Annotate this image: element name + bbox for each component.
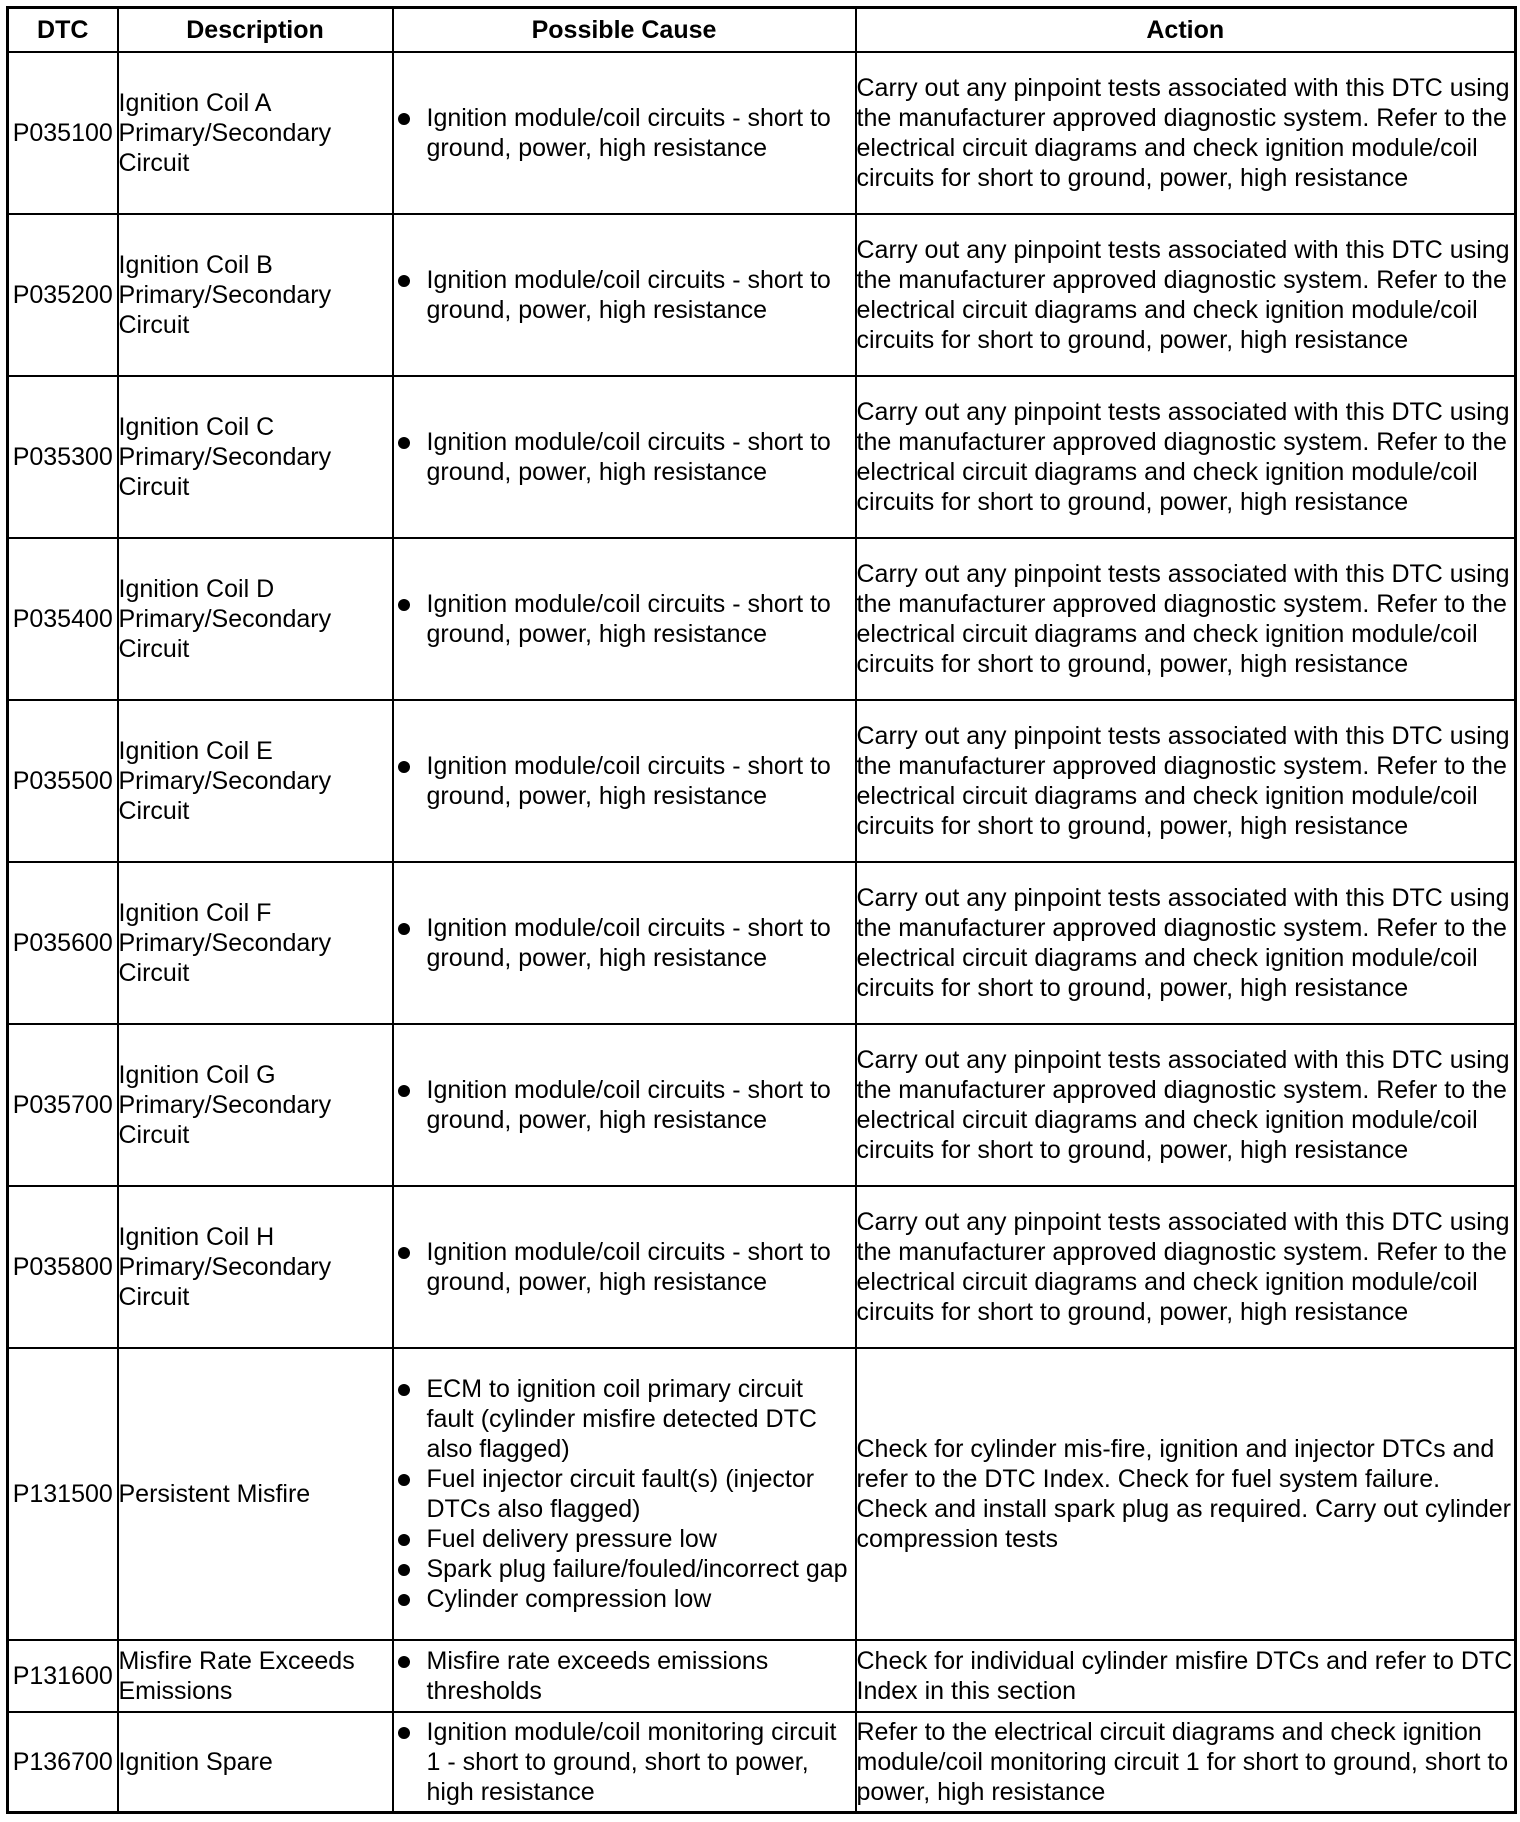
dtc-code: P035100 xyxy=(8,52,118,214)
dtc-code: P035800 xyxy=(8,1186,118,1348)
cause-list xyxy=(394,103,855,163)
table-header xyxy=(8,8,1516,53)
header-action: Action xyxy=(856,8,1516,53)
dtc-code: P035400 xyxy=(8,538,118,700)
dtc-description: Ignition Coil D Primary/Secondary Circuit xyxy=(118,538,393,700)
cause-item xyxy=(394,1554,855,1584)
bullet-icon xyxy=(398,1247,410,1259)
possible-cause-cell xyxy=(393,1024,856,1186)
possible-cause-cell xyxy=(393,376,856,538)
dtc-description: Ignition Coil F Primary/Secondary Circuit xyxy=(118,862,393,1024)
cause-item xyxy=(394,265,855,325)
table-row xyxy=(8,1348,1516,1640)
possible-cause-cell xyxy=(393,1348,856,1640)
header-row xyxy=(8,8,1516,53)
cause-item xyxy=(394,427,855,487)
cause-list xyxy=(394,427,855,487)
action-text: Check for cylinder mis-fire, ignition and injector DTCs and refer to the DTC Index. Check for fuel system failure. Check and install spark plug as required. Carry out cylinder compression tests xyxy=(856,1348,1516,1640)
table-row xyxy=(8,1024,1516,1186)
possible-cause-cell xyxy=(393,1712,856,1812)
cause-text: Ignition module/coil circuits - short to ground, power, high resistance xyxy=(426,1238,831,1297)
cause-text: Ignition module/coil circuits - short to ground, power, high resistance xyxy=(426,590,831,649)
dtc-code: P136700 xyxy=(8,1712,118,1812)
table-row xyxy=(8,700,1516,862)
action-text: Carry out any pinpoint tests associated with this DTC using the manufacturer approved diagnostic system. Refer to the electrical circuit diagrams and check ignition module/coil circuits for short to ground, power, high resistance xyxy=(856,52,1516,214)
bullet-icon xyxy=(398,923,410,935)
dtc-description: Ignition Coil C Primary/Secondary Circuit xyxy=(118,376,393,538)
cause-list xyxy=(394,1374,855,1614)
cause-list xyxy=(394,1646,855,1706)
possible-cause-cell xyxy=(393,52,856,214)
possible-cause-cell xyxy=(393,1640,856,1712)
dtc-description: Misfire Rate Exceeds Emissions xyxy=(118,1640,393,1712)
bullet-icon xyxy=(398,1384,410,1396)
possible-cause-cell xyxy=(393,1186,856,1348)
dtc-table xyxy=(6,6,1517,1814)
table-row xyxy=(8,538,1516,700)
cause-item xyxy=(394,1584,855,1614)
dtc-description: Persistent Misfire xyxy=(118,1348,393,1640)
cause-text: Ignition module/coil circuits - short to ground, power, high resistance xyxy=(426,1076,831,1135)
table-row xyxy=(8,376,1516,538)
table-row xyxy=(8,1640,1516,1712)
bullet-icon xyxy=(398,1727,410,1739)
cause-item xyxy=(394,589,855,649)
cause-text: Ignition module/coil circuits - short to ground, power, high resistance xyxy=(426,428,831,487)
dtc-description: Ignition Coil A Primary/Secondary Circuit xyxy=(118,52,393,214)
action-text: Check for individual cylinder misfire DTCs and refer to DTC Index in this section xyxy=(856,1640,1516,1712)
dtc-description: Ignition Spare xyxy=(118,1712,393,1812)
cause-item xyxy=(394,751,855,811)
dtc-code: P035700 xyxy=(8,1024,118,1186)
cause-text: ECM to ignition coil primary circuit fault (cylinder misfire detected DTC also flagged) xyxy=(426,1375,817,1464)
cause-list xyxy=(394,265,855,325)
cause-list xyxy=(394,1237,855,1297)
cause-list xyxy=(394,1075,855,1135)
cause-text: Misfire rate exceeds emissions thresholds xyxy=(426,1647,769,1706)
bullet-icon xyxy=(398,1594,410,1606)
cause-list xyxy=(394,589,855,649)
cause-item xyxy=(394,1646,855,1706)
bullet-icon xyxy=(398,1085,410,1097)
dtc-code: P035600 xyxy=(8,862,118,1024)
action-text: Refer to the electrical circuit diagrams and check ignition module/coil monitoring circuit 1 for short to ground, short to power, high resistance xyxy=(856,1712,1516,1812)
cause-item xyxy=(394,103,855,163)
cause-text: Ignition module/coil circuits - short to ground, power, high resistance xyxy=(426,914,831,973)
table-row xyxy=(8,862,1516,1024)
header-possible-cause: Possible Cause xyxy=(393,8,856,53)
dtc-code: P131500 xyxy=(8,1348,118,1640)
cause-text: Cylinder compression low xyxy=(426,1585,712,1614)
dtc-code: P035200 xyxy=(8,214,118,376)
cause-text: Ignition module/coil circuits - short to ground, power, high resistance xyxy=(426,266,831,325)
cause-item xyxy=(394,1374,855,1464)
action-text: Carry out any pinpoint tests associated with this DTC using the manufacturer approved diagnostic system. Refer to the electrical circuit diagrams and check ignition module/coil circuits for short to ground, power, high resistance xyxy=(856,862,1516,1024)
header-dtc: DTC xyxy=(8,8,118,53)
bullet-icon xyxy=(398,1474,410,1486)
table-row xyxy=(8,1186,1516,1348)
bullet-icon xyxy=(398,437,410,449)
dtc-code: P035500 xyxy=(8,700,118,862)
action-text: Carry out any pinpoint tests associated with this DTC using the manufacturer approved diagnostic system. Refer to the electrical circuit diagrams and check ignition module/coil circuits for short to ground, power, high resistance xyxy=(856,538,1516,700)
dtc-code: P035300 xyxy=(8,376,118,538)
possible-cause-cell xyxy=(393,700,856,862)
table-row xyxy=(8,214,1516,376)
table-row xyxy=(8,1712,1516,1812)
bullet-icon xyxy=(398,1656,410,1668)
cause-item xyxy=(394,913,855,973)
cause-item xyxy=(394,1717,855,1807)
action-text: Carry out any pinpoint tests associated with this DTC using the manufacturer approved diagnostic system. Refer to the electrical circuit diagrams and check ignition module/coil circuits for short to ground, power, high resistance xyxy=(856,376,1516,538)
cause-item xyxy=(394,1237,855,1297)
dtc-description: Ignition Coil E Primary/Secondary Circuit xyxy=(118,700,393,862)
cause-item xyxy=(394,1464,855,1524)
bullet-icon xyxy=(398,761,410,773)
bullet-icon xyxy=(398,275,410,287)
dtc-description: Ignition Coil H Primary/Secondary Circuit xyxy=(118,1186,393,1348)
cause-text: Ignition module/coil circuits - short to ground, power, high resistance xyxy=(426,752,831,811)
action-text: Carry out any pinpoint tests associated with this DTC using the manufacturer approved diagnostic system. Refer to the electrical circuit diagrams and check ignition module/coil circuits for short to ground, power, high resistance xyxy=(856,1186,1516,1348)
cause-text: Ignition module/coil monitoring circuit 1 - short to ground, short to power, high resistance xyxy=(426,1718,837,1807)
possible-cause-cell xyxy=(393,214,856,376)
bullet-icon xyxy=(398,599,410,611)
dtc-code: P131600 xyxy=(8,1640,118,1712)
bullet-icon xyxy=(398,1534,410,1546)
cause-text: Ignition module/coil circuits - short to ground, power, high resistance xyxy=(426,104,831,163)
bullet-icon xyxy=(398,113,410,125)
cause-list xyxy=(394,751,855,811)
possible-cause-cell xyxy=(393,862,856,1024)
table-row xyxy=(8,52,1516,214)
cause-text: Fuel injector circuit fault(s) (injector DTCs also flagged) xyxy=(426,1465,815,1524)
cause-text: Fuel delivery pressure low xyxy=(426,1525,717,1554)
dtc-description: Ignition Coil G Primary/Secondary Circuit xyxy=(118,1024,393,1186)
action-text: Carry out any pinpoint tests associated with this DTC using the manufacturer approved diagnostic system. Refer to the electrical circuit diagrams and check ignition module/coil circuits for short to ground, power, high resistance xyxy=(856,700,1516,862)
header-description: Description xyxy=(118,8,393,53)
cause-list xyxy=(394,1717,855,1807)
dtc-description: Ignition Coil B Primary/Secondary Circuit xyxy=(118,214,393,376)
cause-list xyxy=(394,913,855,973)
bullet-icon xyxy=(398,1564,410,1576)
table-body xyxy=(8,52,1516,1813)
action-text: Carry out any pinpoint tests associated with this DTC using the manufacturer approved diagnostic system. Refer to the electrical circuit diagrams and check ignition module/coil circuits for short to ground, power, high resistance xyxy=(856,1024,1516,1186)
cause-item xyxy=(394,1075,855,1135)
action-text: Carry out any pinpoint tests associated with this DTC using the manufacturer approved diagnostic system. Refer to the electrical circuit diagrams and check ignition module/coil circuits for short to ground, power, high resistance xyxy=(856,214,1516,376)
cause-item xyxy=(394,1524,855,1554)
possible-cause-cell xyxy=(393,538,856,700)
cause-text: Spark plug failure/fouled/incorrect gap xyxy=(426,1555,848,1584)
